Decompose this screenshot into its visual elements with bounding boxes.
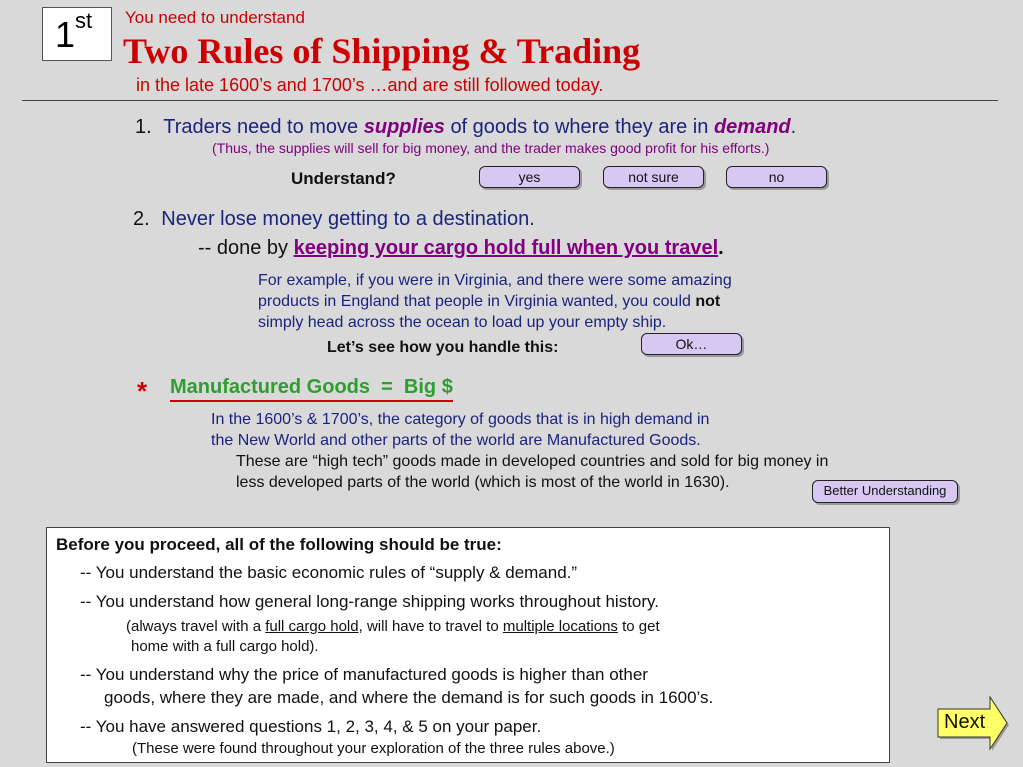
badge-suffix: st [75, 8, 93, 33]
manufactured-line-2: the New World and other parts of the world are Manufactured Goods. [211, 432, 701, 449]
page-subtitle: in the late 1600’s and 1700’s …and are still followed today. [136, 75, 604, 95]
cargo-hold-link[interactable]: keeping your cargo hold full when you travel [293, 237, 719, 259]
checklist-item-3-line-1: -- You understand why the price of manufactured goods is higher than other [80, 665, 648, 684]
handle-this-prompt: Let’s see how you handle this: [327, 339, 559, 356]
rule-2-text: Never lose money getting to a destination. [161, 208, 535, 230]
checklist-item-1: -- You understand the basic economic rules of “supply & demand.” [80, 563, 578, 582]
multiple-locations-term: multiple locations [502, 618, 618, 635]
rule-2-period: . [718, 237, 724, 259]
checklist-item-2-sub [126, 618, 660, 635]
rule-1-supplies: supplies [363, 116, 445, 138]
rule-2-example [258, 270, 732, 333]
better-understanding-button[interactable]: Better Understanding [812, 480, 958, 503]
rule-1-note: (Thus, the supplies will sell for big money, and the trader makes good profit for his efforts.) [212, 140, 770, 156]
page-kicker: You need to understand [125, 8, 305, 27]
example-not-emphasis: not [695, 293, 721, 310]
rule-2-done-by: -- done by [198, 237, 289, 259]
rule-1-demand: demand [713, 116, 791, 138]
high-tech-line-2: less developed parts of the world (which is most of the world in 1630). [236, 474, 730, 491]
next-label: Next [944, 711, 986, 733]
rule-1-line [135, 116, 796, 139]
checklist-item-4: -- You have answered questions 1, 2, 3, 4, & 5 on your paper. [80, 717, 542, 736]
rule-1-text-a: Traders need to move [163, 116, 359, 138]
rule-1-number: 1. [135, 116, 152, 138]
yes-button[interactable]: yes [479, 166, 580, 188]
manufactured-line-1: In the 1600’s & 1700’s, the category of goods that is in high demand in [211, 411, 710, 428]
next-button[interactable] [935, 695, 1009, 751]
understand-question: Understand? [291, 169, 396, 188]
checklist-item-2: -- You understand how general long-range shipping works throughout history. [80, 592, 659, 611]
star-icon: * [137, 376, 148, 406]
manufactured-heading: Manufactured Goods = Big $ [170, 376, 453, 402]
checklist-item-4-sub: (These were found throughout your exploration of the three rules above.) [132, 740, 615, 757]
rule-1-text-b: of goods to where they are in [450, 116, 709, 138]
checklist-panel [46, 527, 890, 763]
example-line-1: For example, if you were in Virginia, and there were some amazing [258, 272, 732, 289]
rule-2-done-by-line [198, 237, 724, 260]
checklist-item-3-line-2: goods, where they are made, and where the demand is for such goods in 1600’s. [104, 688, 714, 707]
item-2-sub-text-c: to get [622, 618, 660, 635]
example-line-2 [258, 291, 732, 312]
example-line-3: simply head across the ocean to load up your empty ship. [258, 314, 667, 331]
ok-button[interactable]: Ok… [641, 333, 742, 355]
no-button[interactable]: no [726, 166, 827, 188]
rule-2-line [133, 208, 535, 231]
item-2-sub-text-b: , will have to travel to [358, 618, 499, 635]
checklist-item-2-sub-line-2: home with a full cargo hold). [131, 638, 319, 655]
rule-2-number: 2. [133, 208, 150, 230]
item-2-sub-text-a: (always travel with a [126, 618, 262, 635]
full-cargo-hold-term: full cargo hold [265, 618, 359, 635]
high-tech-line-1: These are “high tech” goods made in developed countries and sold for big money in [236, 453, 829, 470]
chapter-badge [42, 7, 112, 61]
example-line-2-text: products in England that people in Virginia wanted, you could [258, 293, 691, 310]
badge-number: 1 [55, 14, 76, 55]
checklist-heading: Before you proceed, all of the following should be true: [56, 535, 502, 554]
not-sure-button[interactable]: not sure [603, 166, 704, 188]
high-tech-paragraph [236, 451, 828, 493]
header-divider [22, 100, 998, 101]
manufactured-paragraph [211, 409, 709, 451]
rule-1-period: . [790, 116, 797, 138]
page-title: Two Rules of Shipping & Trading [123, 31, 641, 71]
